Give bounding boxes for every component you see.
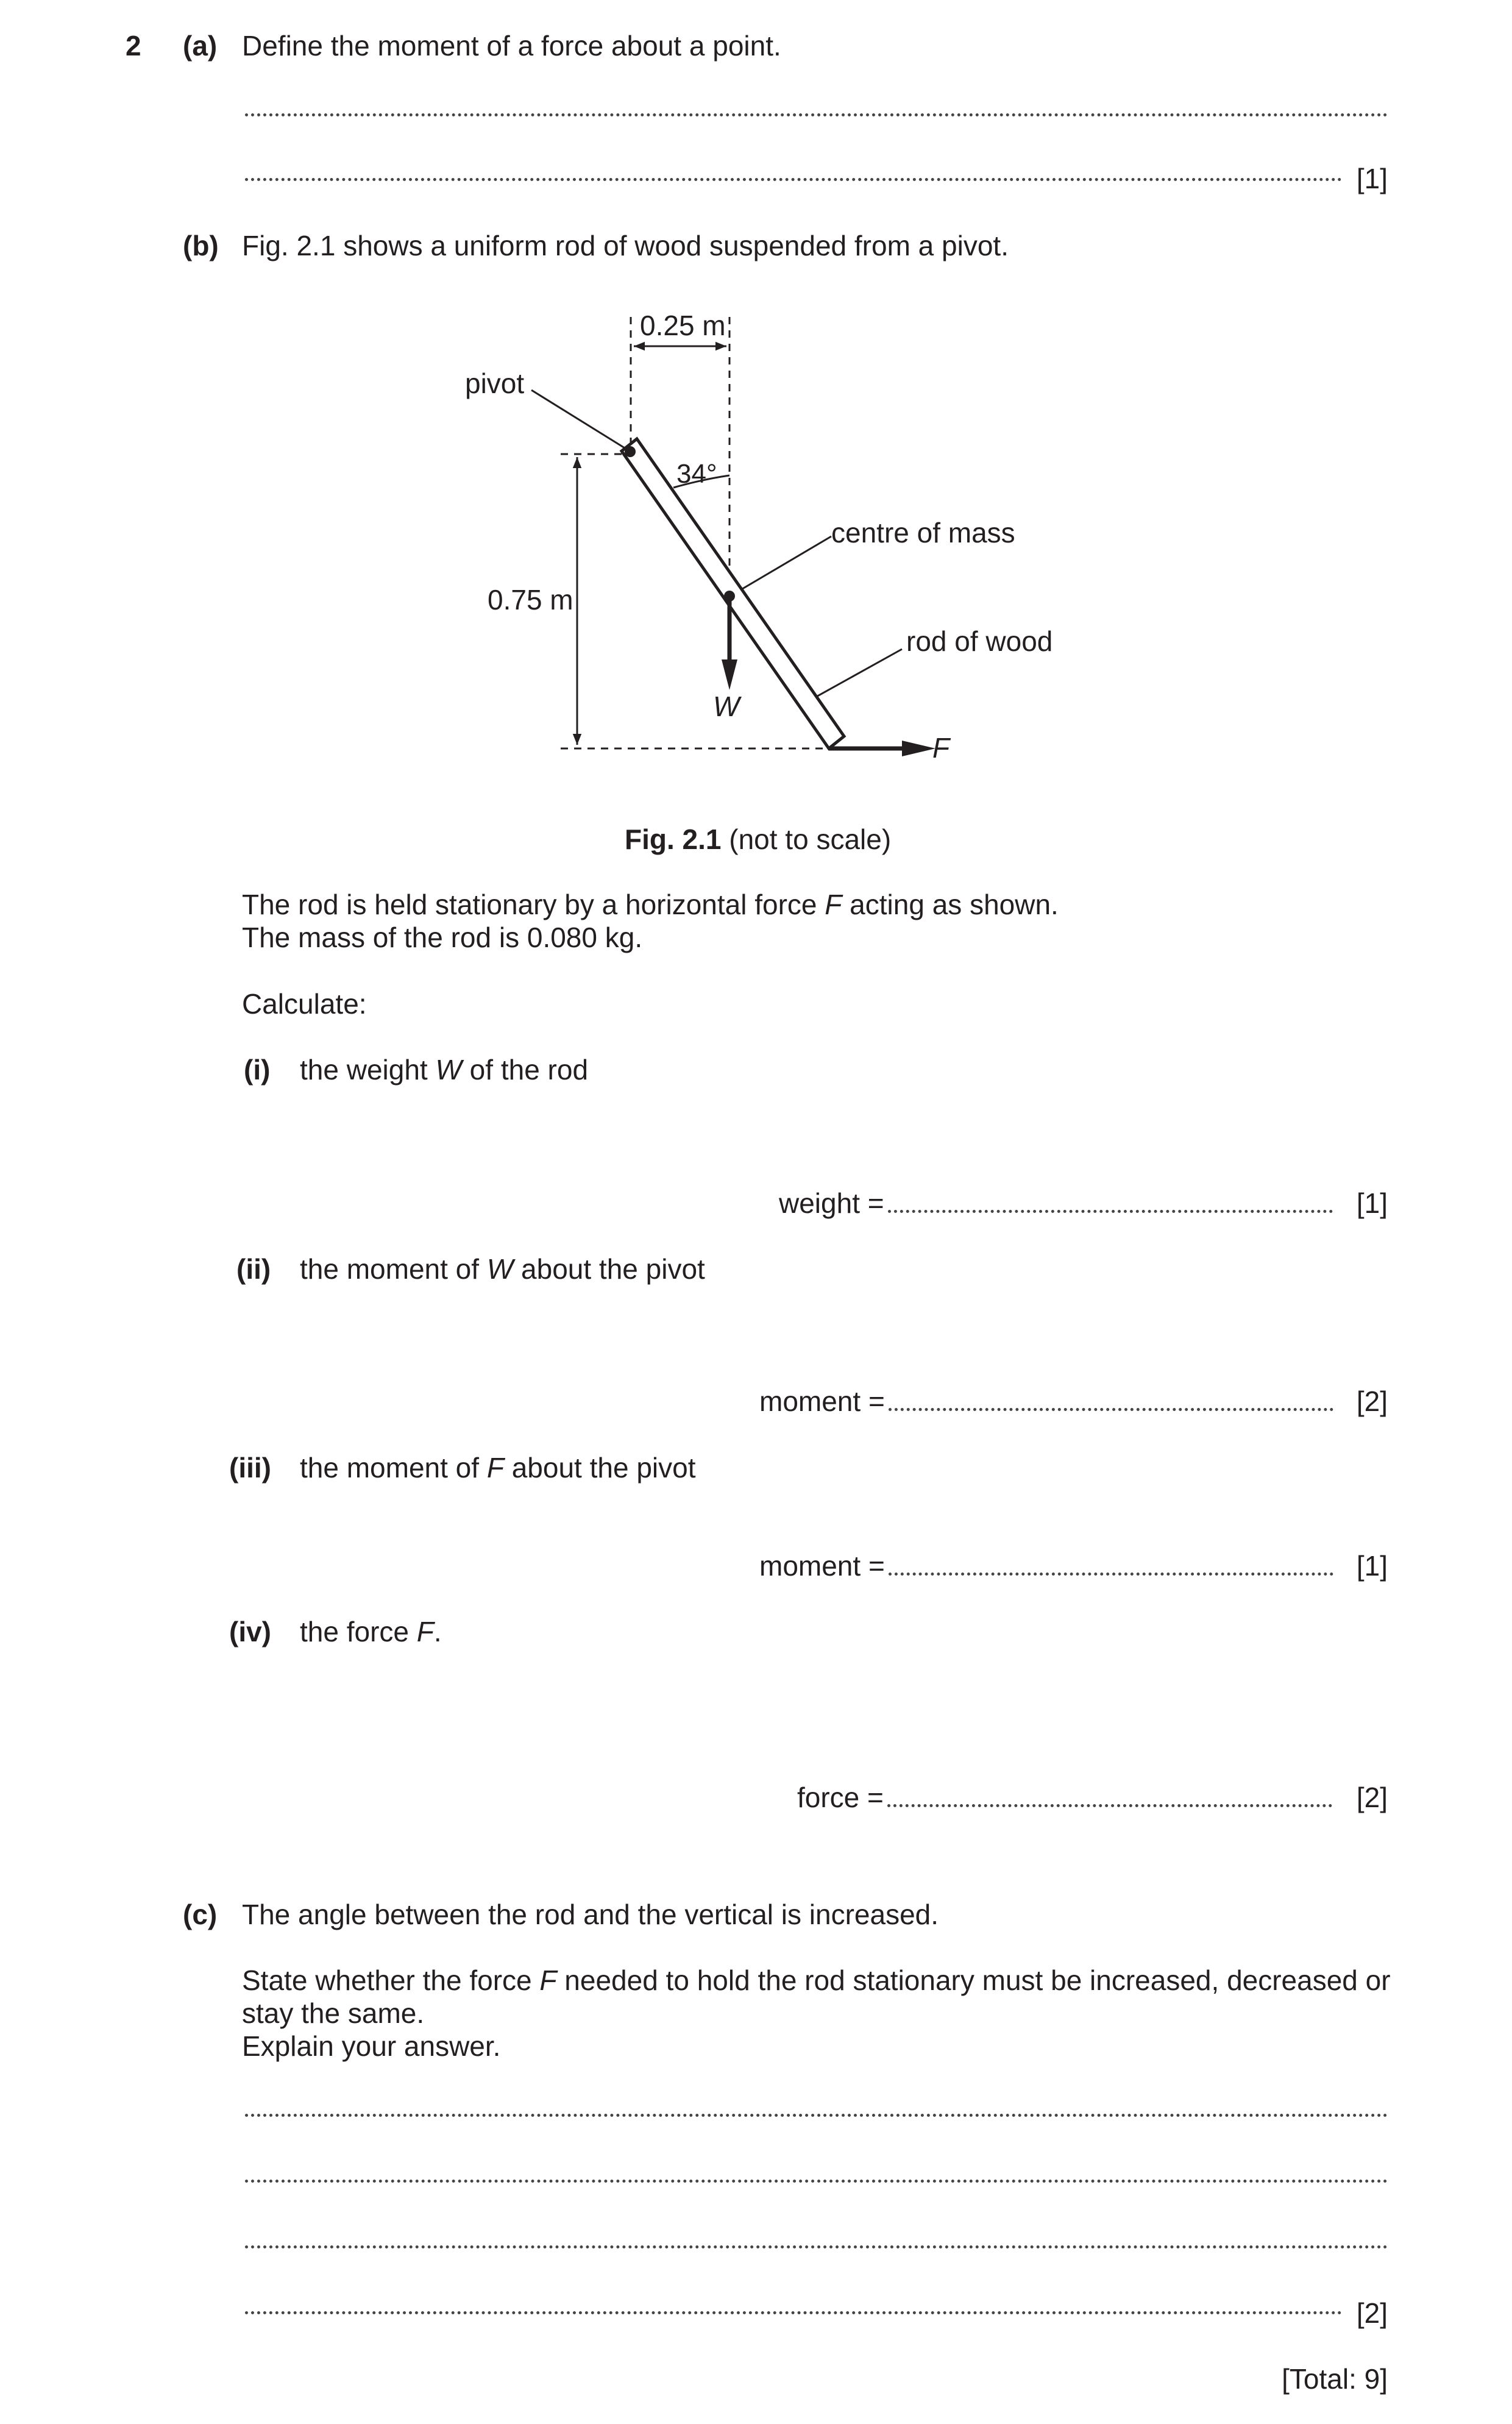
part-b-iv-label: (iv) bbox=[229, 1616, 271, 1647]
pivot-label: pivot bbox=[465, 368, 525, 399]
part-b-ii-label: (ii) bbox=[236, 1253, 271, 1285]
answer-line[interactable] bbox=[245, 2311, 1342, 2314]
question-number: 2 bbox=[126, 30, 141, 62]
part-b-intro: Fig. 2.1 shows a uniform rod of wood suspended from a pivot. bbox=[242, 230, 1009, 261]
answer-line[interactable] bbox=[245, 2180, 1388, 2183]
rod-diagram bbox=[366, 293, 1097, 768]
part-a-label: (a) bbox=[183, 30, 218, 62]
rod-label: rod of wood bbox=[906, 625, 1053, 657]
part-c-line-1: State whether the force F needed to hold the rod stationary must be increased, decreased or bbox=[242, 1964, 1391, 1996]
stem-line-1: The rod is held stationary by a horizontal force F acting as shown. bbox=[242, 889, 1059, 920]
weight-arrowhead bbox=[722, 659, 737, 690]
moment-f-answer[interactable] bbox=[759, 1549, 1333, 1583]
part-a-text: Define the moment of a force about a point. bbox=[242, 30, 781, 62]
mark-b-iv: [2] bbox=[1356, 1782, 1388, 1813]
centre-leader-line bbox=[733, 536, 831, 594]
part-c-line-3: Explain your answer. bbox=[242, 2030, 501, 2062]
vertical-dimension-label: 0.75 m bbox=[488, 584, 573, 616]
part-b-iii-text: the moment of F about the pivot bbox=[300, 1452, 696, 1484]
moment-w-answer-line[interactable] bbox=[889, 1408, 1333, 1411]
part-b-ii-text: the moment of W about the pivot bbox=[300, 1253, 705, 1285]
pivot-leader-line bbox=[531, 390, 625, 448]
weight-answer-line[interactable] bbox=[888, 1210, 1333, 1213]
figure-caption bbox=[625, 823, 891, 856]
answer-line[interactable] bbox=[245, 2114, 1388, 2117]
part-b-i-label: (i) bbox=[244, 1054, 271, 1086]
part-c-text: The angle between the rod and the vertical is increased. bbox=[242, 1899, 939, 1930]
part-b-i-text: the weight W of the rod bbox=[300, 1054, 589, 1086]
moment-w-answer[interactable] bbox=[759, 1385, 1333, 1418]
part-b-label: (b) bbox=[183, 230, 219, 261]
part-c-line-2: stay the same. bbox=[242, 1997, 425, 2029]
mark-b-i: [1] bbox=[1356, 1187, 1388, 1219]
force-arrowhead bbox=[902, 741, 935, 756]
stem-line-2: The mass of the rod is 0.080 kg. bbox=[242, 922, 643, 953]
force-answer-line[interactable] bbox=[887, 1804, 1332, 1807]
force-label: F bbox=[932, 732, 950, 764]
answer-line[interactable] bbox=[245, 2245, 1388, 2248]
calculate-label: Calculate: bbox=[242, 988, 367, 1020]
moment-f-answer-line[interactable] bbox=[889, 1573, 1333, 1576]
weight-answer-label: weight = bbox=[779, 1187, 884, 1219]
mark-a: [1] bbox=[1356, 163, 1388, 194]
horizontal-dimension-label: 0.25 m bbox=[640, 310, 726, 341]
moment-w-answer-label: moment = bbox=[759, 1385, 885, 1417]
figure-caption-rest: (not to scale) bbox=[721, 823, 892, 855]
pivot-point bbox=[625, 446, 636, 457]
part-c-label: (c) bbox=[183, 1899, 218, 1930]
force-answer[interactable] bbox=[797, 1781, 1332, 1814]
weight-answer[interactable] bbox=[779, 1187, 1333, 1220]
figure-caption-bold: Fig. 2.1 bbox=[625, 823, 722, 855]
centre-of-mass-label: centre of mass bbox=[831, 517, 1015, 549]
answer-line[interactable] bbox=[245, 113, 1388, 116]
mark-c: [2] bbox=[1356, 2297, 1388, 2329]
weight-label: W bbox=[713, 691, 740, 722]
angle-label: 34° bbox=[676, 459, 717, 489]
mark-b-iii: [1] bbox=[1356, 1550, 1388, 1582]
rod-leader-line bbox=[803, 649, 902, 704]
part-b-iv-text: the force F. bbox=[300, 1616, 442, 1647]
answer-line[interactable] bbox=[245, 178, 1342, 181]
mark-b-ii: [2] bbox=[1356, 1385, 1388, 1417]
moment-f-answer-label: moment = bbox=[759, 1550, 885, 1582]
force-answer-label: force = bbox=[797, 1782, 884, 1813]
total-mark: [Total: 9] bbox=[1282, 2363, 1388, 2395]
part-b-iii-label: (iii) bbox=[229, 1452, 271, 1484]
